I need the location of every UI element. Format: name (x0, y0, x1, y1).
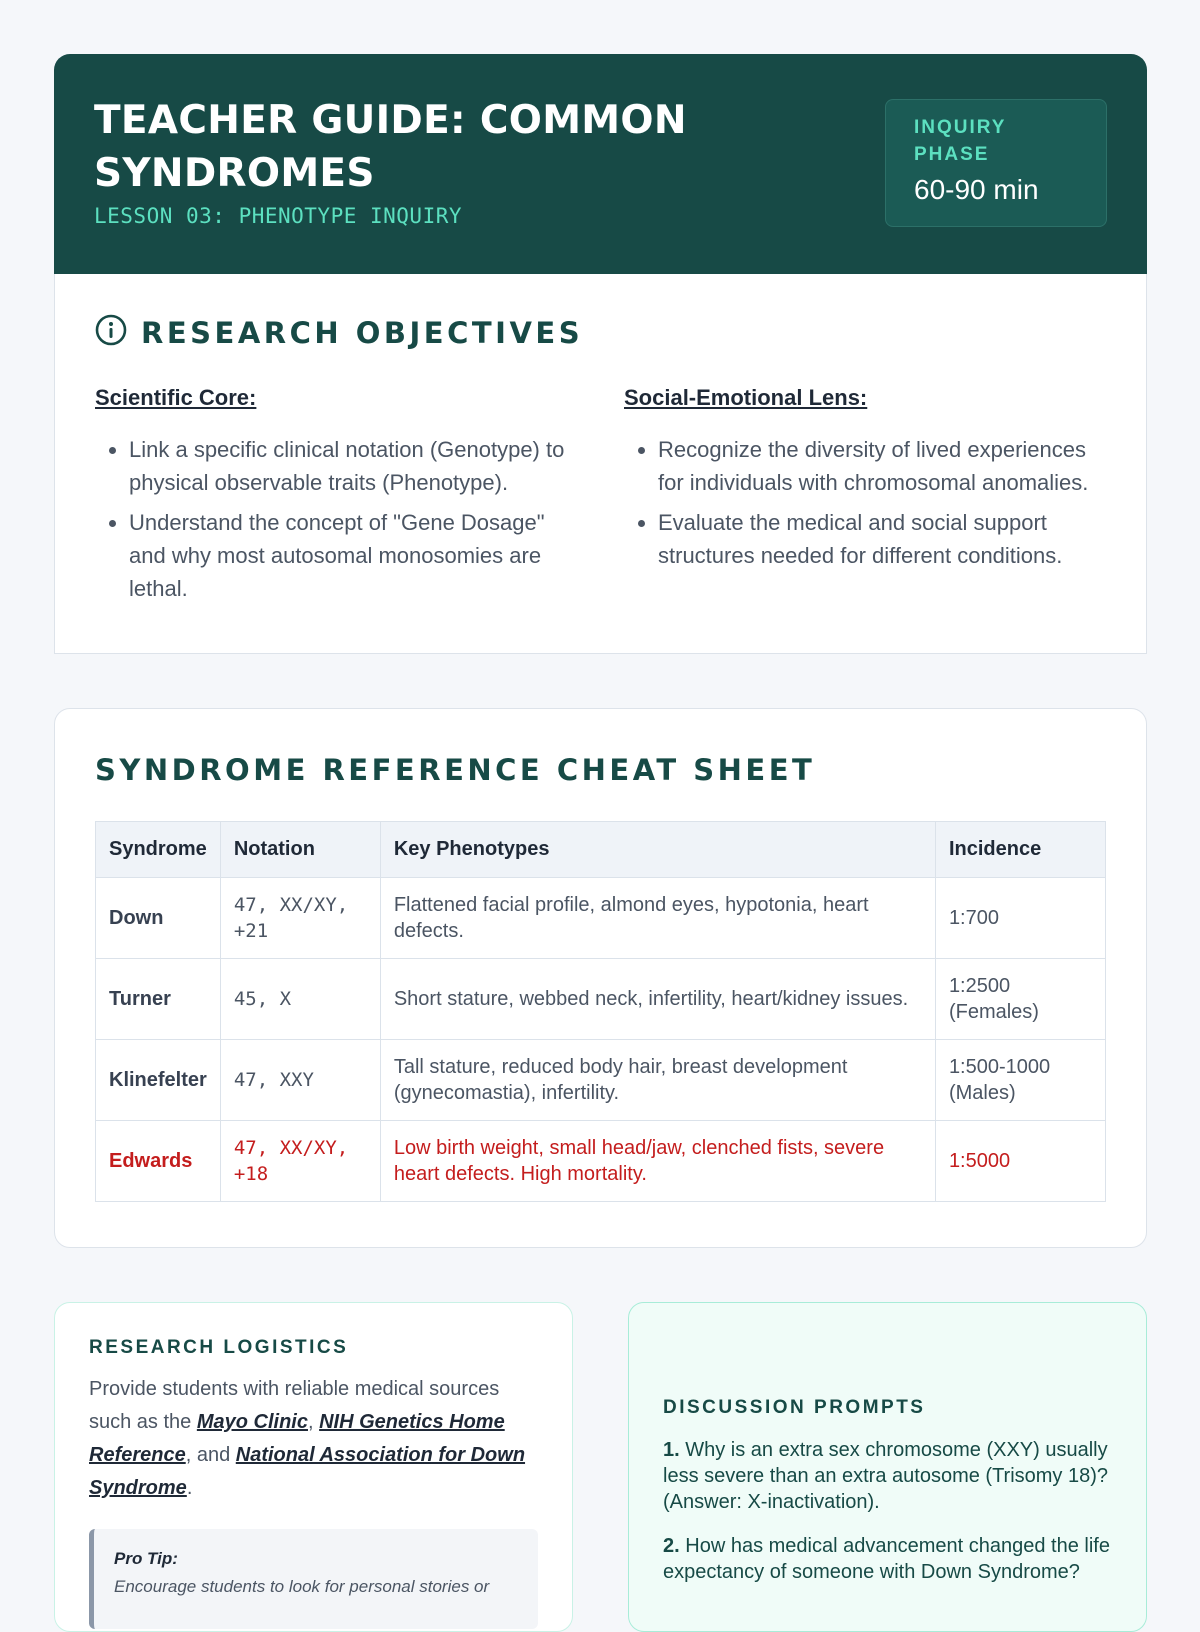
logistics-text (89, 1373, 538, 1505)
table-row (96, 878, 1106, 959)
notation-cell: 47, XX/XY, +21 (220, 878, 380, 959)
prompt-text: How has medical advancement changed the life expectancy of someone with Down Syndrome? (663, 1535, 1110, 1583)
mayo-clinic-link[interactable]: Mayo Clinic (196, 1411, 308, 1433)
list-item: • Link a specific clinical notation (Genotype) to physical observable traits (Phenotype). (129, 433, 577, 499)
scientific-core-column (95, 385, 577, 612)
list-item: • Recognize the diversity of lived experiences for individuals with chromosomal anomalies. (658, 433, 1106, 499)
discussion-title: DISCUSSION PROMPTS (663, 1397, 926, 1418)
nih-genetics-link[interactable]: NIH Genetics Home Reference (89, 1411, 505, 1466)
syndrome-cell: Edwards (96, 1121, 221, 1202)
table-row (96, 959, 1106, 1040)
objectives-title: RESEARCH OBJECTIVES (141, 315, 584, 350)
phase-badge (885, 99, 1107, 227)
notation-cell: 47, XXY (220, 1040, 380, 1121)
phase-duration: 60-90 min (914, 174, 1039, 205)
lesson-subtitle: LESSON 03: PHENOTYPE INQUIRY (94, 204, 463, 228)
notation-cell: 45, X (220, 959, 380, 1040)
scientific-core-heading: Scientific Core: (95, 385, 257, 410)
prompt-number: 1. (663, 1439, 680, 1461)
page-title: TEACHER GUIDE: COMMON SYNDROMES (94, 98, 687, 196)
objectives-heading (95, 314, 1106, 351)
table-row (96, 1040, 1106, 1121)
objectives-columns (95, 385, 1106, 612)
pro-tip-box (89, 1529, 538, 1629)
period: . (186, 1477, 193, 1499)
info-icon (95, 314, 127, 351)
phenotypes-cell: Tall stature, reduced body hair, breast development (gynecomastia), infertility. (380, 1040, 935, 1121)
incidence-cell: 1:2500 (Females) (935, 959, 1105, 1040)
prompt-number: 2. (663, 1535, 680, 1557)
column-header: Key Phenotypes (380, 822, 935, 878)
page-container (54, 54, 1147, 1632)
column-header: Syndrome (96, 822, 221, 878)
table-header-row (96, 822, 1106, 878)
incidence-cell: 1:700 (935, 878, 1105, 959)
research-logistics-card (54, 1302, 573, 1632)
discussion-prompt (663, 1533, 1112, 1585)
syndrome-cell: Klinefelter (96, 1040, 221, 1121)
incidence-cell: 1:5000 (935, 1121, 1105, 1202)
pro-tip-text: Encourage students to look for personal stories or (114, 1577, 490, 1596)
phenotypes-cell: Low birth weight, small head/jaw, clenched fists, severe heart defects. High mortality. (380, 1121, 935, 1202)
phase-label: INQUIRY PHASE (914, 117, 1007, 165)
guide-header (54, 54, 1147, 274)
phenotypes-cell: Flattened facial profile, almond eyes, hypotonia, heart defects. (380, 878, 935, 959)
phenotypes-cell: Short stature, webbed neck, infertility, heart/kidney issues. (380, 959, 935, 1040)
incidence-cell: 1:500-1000 (Males) (935, 1040, 1105, 1121)
research-objectives-section (54, 274, 1147, 654)
table-row-high-risk (96, 1121, 1106, 1202)
discussion-prompt (663, 1437, 1112, 1515)
column-header: Notation (220, 822, 380, 878)
notation-cell: 47, XX/XY, +18 (220, 1121, 380, 1202)
social-emotional-list (624, 433, 1106, 572)
social-emotional-column (624, 385, 1106, 612)
syndrome-cell: Turner (96, 959, 221, 1040)
separator: , (307, 1411, 320, 1433)
logistics-intro: Provide students with reliable medical sources such as the (89, 1378, 500, 1433)
syndrome-cell: Down (96, 878, 221, 959)
logistics-title: RESEARCH LOGISTICS (89, 1337, 349, 1358)
nads-link[interactable]: National Association for Down Syndrome (89, 1444, 526, 1499)
social-emotional-heading: Social-Emotional Lens: (624, 385, 868, 410)
list-item: • Evaluate the medical and social support structures needed for different conditions. (658, 506, 1106, 572)
scientific-core-list (95, 433, 577, 605)
separator: , and (185, 1444, 236, 1466)
prompt-text: Why is an extra sex chromosome (XXY) usually less severe than an extra autosome (Trisomy 18)? (Answer: X-inactivation). (663, 1439, 1109, 1513)
cheat-sheet-section (54, 708, 1147, 1248)
cheat-sheet-title: SYNDROME REFERENCE CHEAT SHEET (95, 753, 816, 787)
list-item: • Understand the concept of "Gene Dosage" and why most autosomal monosomies are lethal. (129, 506, 577, 605)
bottom-cards (54, 1302, 1147, 1632)
discussion-prompts-card (628, 1302, 1147, 1632)
column-header: Incidence (935, 822, 1105, 878)
pro-tip-label: Pro Tip: (114, 1549, 178, 1568)
syndrome-table (95, 821, 1106, 1202)
